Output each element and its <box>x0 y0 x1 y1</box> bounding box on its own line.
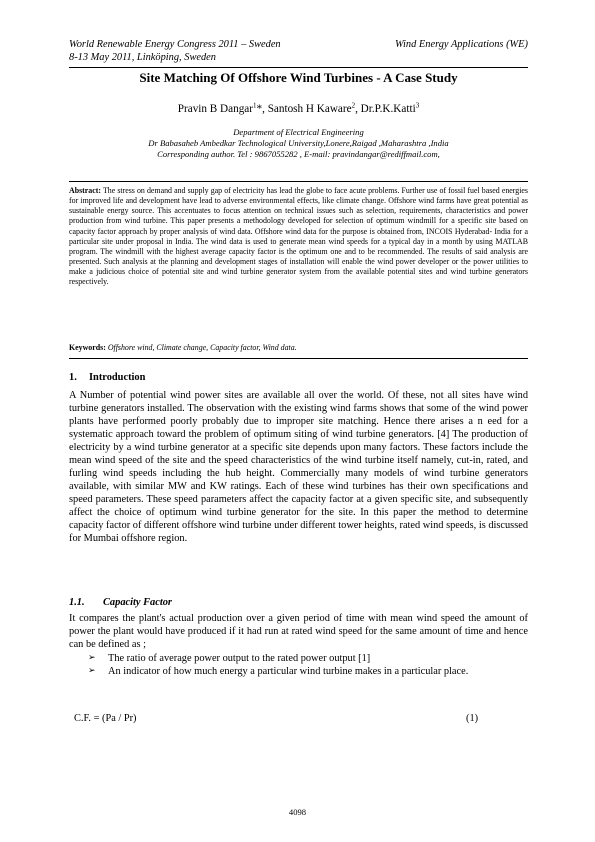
subsection-number: 1.1. <box>69 597 85 608</box>
section-heading-introduction <box>69 371 145 384</box>
author-list <box>60 98 537 116</box>
keywords-text: Offshore wind, Climate change, Capacity factor, Wind data. <box>107 343 297 352</box>
contact-info: Corresponding author. Tel : 9867055282 , E-mail: pravindangar@rediffmail.com, <box>157 149 440 160</box>
page-number: 4098 <box>288 807 307 817</box>
list-item-text: An indicator of how much energy a particular wind turbine makes in a particular place. <box>108 666 469 678</box>
equation: C.F. = (Pa / Pr) <box>74 713 137 724</box>
track-name: Wind Energy Applications (WE) <box>394 39 528 50</box>
list-item <box>88 652 528 665</box>
running-header <box>69 39 528 64</box>
conference-name: World Renewable Energy Congress 2011 – Sweden <box>69 39 281 50</box>
header-rule <box>69 67 528 68</box>
author-1: Pravin B Dangar$^1$*, <box>177 101 268 115</box>
abstract-top-rule <box>69 181 528 182</box>
capacity-factor-paragraph: It compares the plant's actual production over a given period of time with mean wind speed the amount of power the plant would have produced if it had run at rated wind speed for the same amount of time and hence can be defined as ; <box>69 613 528 651</box>
list-item-text: The ratio of average power output to the rated power output [1] <box>108 653 371 664</box>
section-number: 1. <box>69 372 77 383</box>
arrow-bullet-icon: ➢ <box>88 666 96 677</box>
arrow-bullet-icon: ➢ <box>88 653 96 663</box>
subsection-title: Capacity Factor <box>103 597 172 608</box>
author-3: Dr.P.K.Katti$^3$ <box>360 101 420 115</box>
conference-dates: 8-13 May 2011, Linköping, Sweden <box>69 51 216 63</box>
abstract <box>69 186 528 288</box>
keywords-bottom-rule <box>69 358 528 359</box>
abstract-label: Abstract: <box>69 186 101 195</box>
paper-title: Site Matching Of Offshore Wind Turbines - A Case Study <box>139 70 458 85</box>
affiliation <box>60 127 537 160</box>
definition-list <box>88 652 528 678</box>
list-item <box>88 665 528 678</box>
introduction-paragraph: A Number of potential wind power sites are available all over the world. Of these, not all sites have wind turbine generators installed. The observation with the existing wind farms shows that some of the wind power plants have performed poorly probably due to improper site matching. Hence there arises a n eed for a systematic approach toward the problem of optimum siting of wind turbine generators. [4] The production of electricity by a wind turbine generator at a specific site depends upon many factors. These factors include the mean wind speed of the site and the speed characteristics of the wind turbine itself namely, cut-in, rated, and furling wind speeds including the hub height. Commercially many models of wind turbine generators available, with similar MW and KW ratings. Each of these wind turbines has their own specifications and speed parameters. These speed parameters affect the capacity factor at a given specific site, and subsequently affect the choice of optimum wind turbine generator for the site. In this paper the method to determine capacity factor of different offshore wind turbine under different tower heights, rated wind speeds, is discussed for Mumbai offshore region. <box>69 390 528 545</box>
abstract-text: The stress on demand and supply gap of electricity has lead the globe to face acute problems. Further use of fossil fuel based energies for improved life and development have lead to adverse environmental effects, like climate change. Offshore wind farms have great potential as sustainable energy source. This accentuates to focus attention on technical issues such as selection, requirements, characteristics and power production from wind turbine. This paper presents a methodology developed for selection of optimum windmill for a specific site based on capacity factor approach by proper analysis of wind data. Offshore wind data for the purpose is obtained from, INCOIS Hyderabad- India for a particular site under proposal in India. The wind data is used to generate mean wind speeds for a typical day in a month by using MATLAB program. The windmill with the highest average capacity factor is the optimum one and to be recommended. The results of said analysis are presented. Such analysis at the planning and development stages of installation will enable the wind power developer or the power utilities to make a judicious choice of potential site and wind turbine generator system from the available potential sites and wind turbine generators respectively. <box>69 186 528 287</box>
section-title: Introduction <box>89 372 146 383</box>
subsection-heading-capacity-factor <box>69 596 172 609</box>
author-2: Santosh H Kaware$^2$, <box>267 101 361 115</box>
department: Department of Electrical Engineering <box>233 127 364 137</box>
equation-number: (1) <box>466 713 479 724</box>
keywords <box>69 343 528 353</box>
keywords-label: Keywords: <box>69 343 106 352</box>
university: Dr Babasaheb Ambedkar Technological University,Lonere,Raigad ,Maharashtra ,India <box>148 138 449 149</box>
